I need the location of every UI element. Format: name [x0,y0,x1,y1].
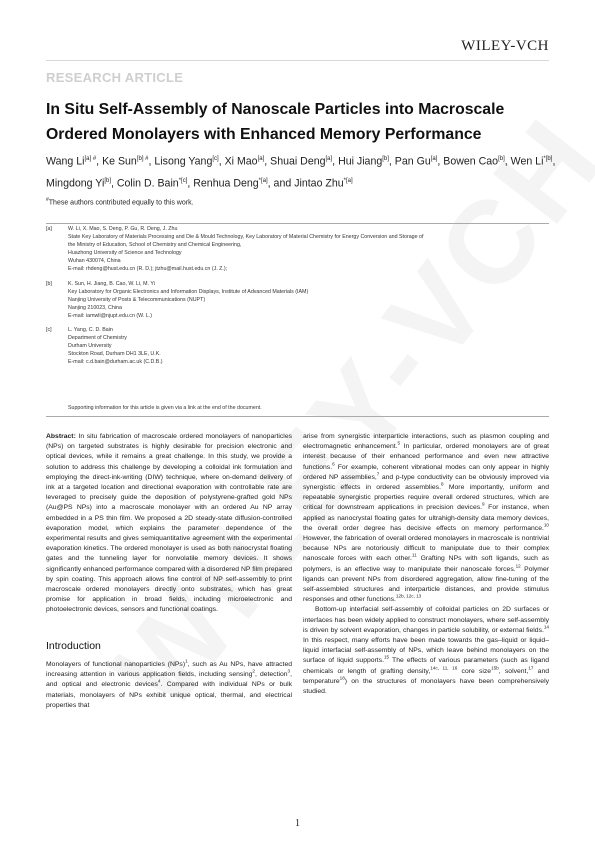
text-run: , such as Au NPs, have attracted increasing attention in various application fields, including sensing [46,661,293,679]
author-name: Wang Li [46,155,85,168]
author-name: Lisong Yang [154,155,213,168]
citation-ref: 15b [491,665,499,671]
author-affiliation-mark: *[c] [178,177,188,184]
author-affiliation-mark: [b] [104,177,111,184]
citation-ref: 6 [332,461,335,467]
author-affiliation-mark: [b] [382,156,389,162]
citation-ref: 1 [185,658,188,664]
page-number: 1 [295,818,300,829]
affiliation-line: E-mail: c.d.bain@durham.ac.uk (C.D.B.) [68,358,163,365]
citation-ref: 14c, 11, 16 [430,665,458,671]
text-run: Bottom-up interfacial self-assembly of colloidal particles on 2D surfaces or interfaces has been widely applied to construct monolayers, where self-assembly is driven by solvent evaporation, changes in particle solubility, or external fields. [303,606,549,634]
citation-ref: 8 [440,481,444,487]
affiliation-line: K. Sun, H. Jiang, B. Cao, W. Li, M. Yi [68,281,155,287]
author-name: Pan Gu [394,155,431,168]
text-run: core size [457,667,492,675]
affiliation-line: Durham University [68,342,112,349]
citation-ref: 10 [543,522,549,528]
author-name: Hui Jiang [338,155,383,168]
author-affiliation-mark: [a] # [84,156,97,162]
text-run: and p-type conductivity can be obviously improved via synergistic effects in ordered assemblies. [303,473,549,492]
citation-ref: 14 [543,624,549,630]
introduction-text [46,660,292,711]
affiliation-line: the Ministry of Education, School of Chemistry and Chemical Engineering, [68,241,242,248]
abstract-text: In situ fabrication of macroscale ordered monolayers of nanoparticles (NPs) on targeted substrates is highly desirable for precision electronic and optical devices, while it remains a great challenge. In this study, we provide a solution to address this challenge by developing a colloidal ink formulation and employing the direct-ink-writing (DIW) technique, where on-demand delivery of ink at a targeted location and directional evaporation with controllable rate are leveraged to precisely guide the deposition of polystyrene-grafted gold NPs (Au@PS NPs) into a macroscale monolayer with an ordered Au NP array embedded in a PS thin film. We proposed a 2D steady-state diffusion-controlled evaporation model, which explains the parameter dependence of the experimental results and gives semiquantitative agreement with the experimental evaporation kinetics. The ordered monolayer is used as both nanocrystal floating gates and the tunneling layer for nonvolatile memory devices. It shows significantly enhanced performance compared with a disordered NP film prepared by spin coating. This approach allows fine control of NP self-assembly to print macroscale ordered monolayers directly onto substrates, which has great promise for application in broad fields, including microelectronic and photoelectronic devices, sensors and functional coatings. [46,433,292,614]
text-run: For example, coherent vibrational modes can only appear in highly ordered NP assemblies, [303,463,549,481]
text-run: The effects of various parameters (such as ligand chemicals or length of grafting density, [303,657,549,675]
header-rule [46,60,549,61]
affiliation-line: Key Laboratory for Organic Electronics and Information Displays, Institute of Advanced Materials (IAM) [68,288,309,295]
affiliation-line: E-mail: iamwli@njupt.edu.cn (W. L.) [68,312,152,319]
author-affiliation-mark: [a] [430,156,438,162]
equal-note-mark: # [46,197,49,203]
affiliation-line: Nanjing 210023, China [68,304,122,311]
affiliation-a [46,226,546,273]
citation-ref: 3 [287,668,291,674]
supporting-info-note: Supporting information for this article is given via a link at the end of the document. [68,405,262,411]
affiliation-line: W. Li, X. Mao, S. Deng, P. Gu, R. Deng, J. Zhu [68,226,178,232]
abstract [46,432,292,616]
text-run: . Compared with individual NPs or bulk materials, monolayers of NPs exhibit unique optical, thermal, and electrical properties that [46,681,292,709]
author-name: Xi Mao [224,155,258,168]
text-run: , and optical and electronic devices [46,671,292,689]
affiliation-line: State Key Laboratory of Materials Processing and Die & Mould Technology, Key Laboratory of Material Chemistry for Energy Conversion and Storage of [68,233,424,240]
affiliation-line: Huazhong University of Science and Technology [68,249,182,256]
citation-ref: 12b, 12c, 13 [395,593,422,599]
text-run: ) on the structures of monolayers have been comprehensively studied. [303,677,549,696]
equal-contribution-note [46,197,194,206]
affiliation-c [46,327,546,367]
author-affiliation-mark: [a] [325,156,333,162]
affiliation-line: Wuhan 430074, China [68,257,121,264]
author-name: Bowen Cao [443,155,499,168]
text-run: Monolayers of functional nanoparticles (NPs) [46,661,186,668]
citation-ref: 12 [515,563,521,569]
author-name: Mingdong Yi [46,177,105,190]
affiliation-mark: [b] [46,281,52,287]
text-run: For instance, when applied as nanocrystal floating gates for ultrahigh-density data memory devices, the overall order degree has decisive effects on memory performance. [303,504,549,532]
author-name: Renhua Deng [193,177,259,190]
text-run: In particular, ordered monolayers are of great interest because of their enhanced performance and even new attractive functions. [303,443,549,471]
abstract-label: Abstract: [46,433,76,440]
right-column-text [303,432,549,697]
citation-ref: 11 [411,553,417,559]
author-name: Shuai Deng [270,155,326,168]
text-run: Grafting NPs with soft ligands, such as polymers, is an effective way to manipulate their nanoscale forces. [303,555,549,573]
affiliations-bottom-rule [46,416,549,417]
author-list: Wang $Li^{[a] \#}$, Ke Sun$^{[b] \#}$, Lisong Yang[c], Xi Mao[a], Shuai Deng[a], Hui Jiang[b], Pan Gu[a], Bowen Cao[b], Wen $Li^{*[b]}$, Mingdong Yi[b], Colin D. Bain$^{*[c]}$, Renhua Deng$^{*[a]}$, and Jintao Zhu$^{*[a]}$ [46,155,556,190]
affiliation-line: Department of Chemistry [68,334,127,341]
publisher-logo: WILEY-VCH [461,38,549,54]
author-name: Ke Sun [102,155,137,168]
citation-ref: 18 [339,675,345,681]
affiliation-line: E-mail: rhdeng@hust.edu.cn (R. D.); jtzhu@mail.hust.edu.cn (J. Z.); [68,265,228,272]
article-category: RESEARCH ARTICLE [46,70,184,85]
author-name: Jintao Zhu [294,177,344,190]
affiliation-mark: [c] [46,327,52,333]
text-run: arise from synergistic interparticle interactions, such as plasmon coupling and electromagnetic enhancement. [303,433,549,451]
author-affiliation-mark: *[b] [543,156,553,162]
text-run: However, the fabrication of overall ordered monolayers in macroscale is nontrivial because NPs are notoriously difficult to manipulate due to their complex nanoscale forces with each other. [303,535,549,563]
citation-ref: 9 [482,502,485,508]
text-run: In this respect, many efforts have been made towards the gas–liquid or liquid–liquid interfacial self-assembly of NPs, which leave behind monolayers on the surface of liquid supports. [303,637,549,665]
text-run: More importantly, uniform and repeatable synergistic properties require overall ordered structures, which are critical for downstream applications in precision devices. [303,484,549,512]
text-run: , solvent, [498,667,529,675]
text-run: Polymer ligands can prevent NPs from disordered aggregation, allow fine-tuning of the self-assembled structures and interparticle distances, and provide stimulus responses and other functions. [303,565,549,604]
author-affiliation-mark: [b] [498,156,505,162]
citation-ref: 2 [252,668,255,674]
paragraph [303,432,549,605]
citation-ref: 15 [383,655,390,661]
text-run: and temperature [303,667,550,685]
affiliation-line: Stockton Road, Durham DH1 3LE, U.K. [68,350,161,357]
author-affiliation-mark: *[a] [343,177,353,184]
author-affiliation-mark: *[a] [258,177,268,184]
affiliations-top-rule [46,223,549,224]
author-affiliation-mark: [a] [257,156,265,162]
affiliation-mark: [a] [46,226,52,232]
text-run: , detection [254,671,288,679]
author-name: Wen Li [510,155,544,168]
citation-ref: 5 [397,440,401,446]
author-name: Colin D. Bain [116,177,179,190]
affiliation-line: L. Yang, C. D. Bain [68,327,113,333]
citation-ref: 4 [157,679,161,685]
article-title: In Situ Self-Assembly of Nanoscale Particles into Macroscale Ordered Monolayers with Enhanced Memory Performance [46,101,505,143]
equal-note-text: These authors contributed equally to this work. [48,199,194,207]
citation-ref: 7 [376,471,380,477]
paragraph [303,605,549,697]
author-affiliation-mark: [b] # [136,156,149,162]
affiliation-line: Nanjing University of Posts & Telecommunications (NUPT) [68,296,206,303]
affiliation-b [46,281,546,321]
introduction-heading: Introduction [46,640,101,652]
author-affiliation-mark: [c] [212,156,219,162]
citation-ref: 17 [528,665,534,671]
